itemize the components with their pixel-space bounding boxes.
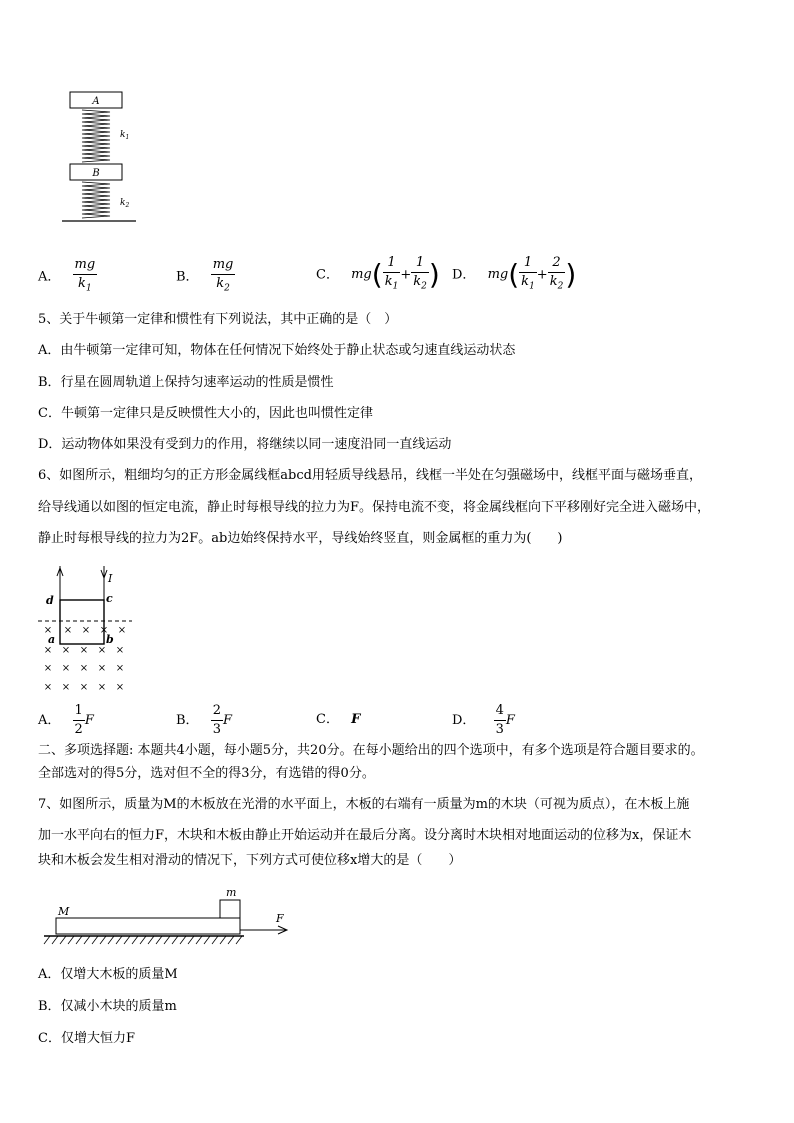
field-cross: × [97, 663, 107, 674]
field-cross: × [97, 645, 107, 656]
q5-stem: 5、关于牛顿第一定律和惯性有下列说法，其中正确的是（ ） [38, 312, 398, 327]
spring-blocks-figure [60, 88, 140, 228]
block-a-label: A [92, 96, 100, 107]
board-mass-label: M [58, 905, 70, 918]
option-letter: B． [176, 269, 199, 285]
q7-option-b: B．仅减小木块的质量m [38, 999, 177, 1014]
field-cross: × [99, 625, 109, 636]
field-cross: × [61, 663, 71, 674]
q7-stem-line1: 7、如图所示，质量为M的木板放在光滑的水平面上，木板的右端有一质量为m的木块（可视为质点），在木板上施 [38, 797, 690, 812]
field-cross: × [79, 645, 89, 656]
q5-option-b: B．行星在圆周轨道上保持匀速率运动的性质是惯性 [38, 375, 334, 390]
option-letter: D． [452, 713, 476, 728]
field-cross: × [81, 625, 91, 636]
block-b-label: B [92, 168, 100, 179]
section2-heading-line2: 全部选对的得5分，选对但不全的得3分，有选错的得0分。 [38, 766, 375, 781]
q4-option-a: A． $\frac{mg}{k_1}$ [38, 257, 96, 294]
q4-option-b: B． $\frac{mg}{k_2}$ [176, 257, 234, 294]
field-cross: × [61, 682, 71, 693]
field-cross: × [61, 645, 71, 656]
field-cross: × [79, 663, 89, 674]
option-letter: C． [316, 267, 339, 283]
q7-stem-line2: 加一水平向右的恒力F，木块和木板由静止开始运动并在最后分离。设分离时木块相对地面运动的位移为x，保证木 [38, 828, 692, 843]
spring-k2-label: $k_2$ [120, 198, 130, 209]
section2-heading-line1: 二、多项选择题: 本题共4小题，每小题5分，共20分。在每小题给出的四个选项中，有多个选项是符合题目要求的。 [38, 743, 704, 758]
option-letter: A． [38, 713, 61, 728]
q7-option-c: C．仅增大恒力F [38, 1031, 135, 1046]
q4-option-c: C． mg( $\frac{1}{k_1}$ + $\frac{1}{k_2}$ ) [316, 255, 440, 292]
q4-option-d: D． mg( $\frac{1}{k_1}$ + $\frac{2}{k_2}$ ) [452, 255, 577, 292]
field-cross: × [63, 625, 73, 636]
q7-stem-line3: 块和木板会发生相对滑动的情况下，下列方式可使位移x增大的是（ ） [38, 853, 462, 868]
corner-a-label: a [48, 633, 56, 646]
field-cross: × [43, 682, 53, 693]
q6-stem-line3: 静止时每根导线的拉力为2F。ab边始终保持水平，导线始终竖直，则金属框的重力为( ) [38, 531, 563, 546]
field-cross: × [115, 663, 125, 674]
option-letter: A． [38, 269, 61, 285]
q6-stem-line2: 给导线通以如图的恒定电流，静止时每根导线的拉力为F。保持电流不变，将金属线框向下平移刚好完全进入磁场中， [38, 500, 711, 515]
q7-option-a: A．仅增大木板的质量M [38, 967, 178, 982]
q6-option-c: C． F [316, 712, 361, 727]
field-cross: × [43, 645, 53, 656]
q5-option-d: D．运动物体如果没有受到力的作用，将继续以同一速度沿同一直线运动 [38, 437, 452, 452]
frame-magnetic-field-figure [36, 564, 136, 696]
q5-option-c: C．牛顿第一定律只是反映惯性大小的，因此也叫惯性定律 [38, 406, 373, 421]
option-letter: B． [176, 713, 199, 728]
option-letter: D． [452, 267, 476, 283]
field-cross: × [43, 625, 53, 636]
force-label: F [276, 912, 284, 925]
field-cross: × [117, 625, 127, 636]
corner-c-label: c [106, 592, 113, 605]
board-block-figure [40, 884, 296, 950]
field-cross: × [97, 682, 107, 693]
field-cross: × [115, 645, 125, 656]
block-mass-label: m [226, 886, 237, 899]
field-cross: × [43, 663, 53, 674]
field-cross: × [115, 682, 125, 693]
corner-b-label: b [106, 633, 114, 646]
spring-k1-label: $k_1$ [120, 130, 130, 141]
q6-stem-line1: 6、如图所示，粗细均匀的正方形金属线框abcd用轻质导线悬吊，线框一半处在匀强磁场中，线框平面与磁场垂直， [38, 468, 702, 483]
corner-d-label: d [46, 594, 54, 607]
field-cross: × [79, 682, 89, 693]
q5-option-a: A．由牛顿第一定律可知，物体在任何情况下始终处于静止状态或匀速直线运动状态 [38, 343, 516, 358]
q6-option-a: A． $\frac{1}{2}$ F [38, 703, 94, 737]
q6-option-d: D． $\frac{4}{3}$ F [452, 703, 515, 737]
current-label: I [108, 572, 113, 585]
option-letter: C． [316, 712, 339, 727]
q6-option-b: B． $\frac{2}{3}$ F [176, 703, 233, 737]
